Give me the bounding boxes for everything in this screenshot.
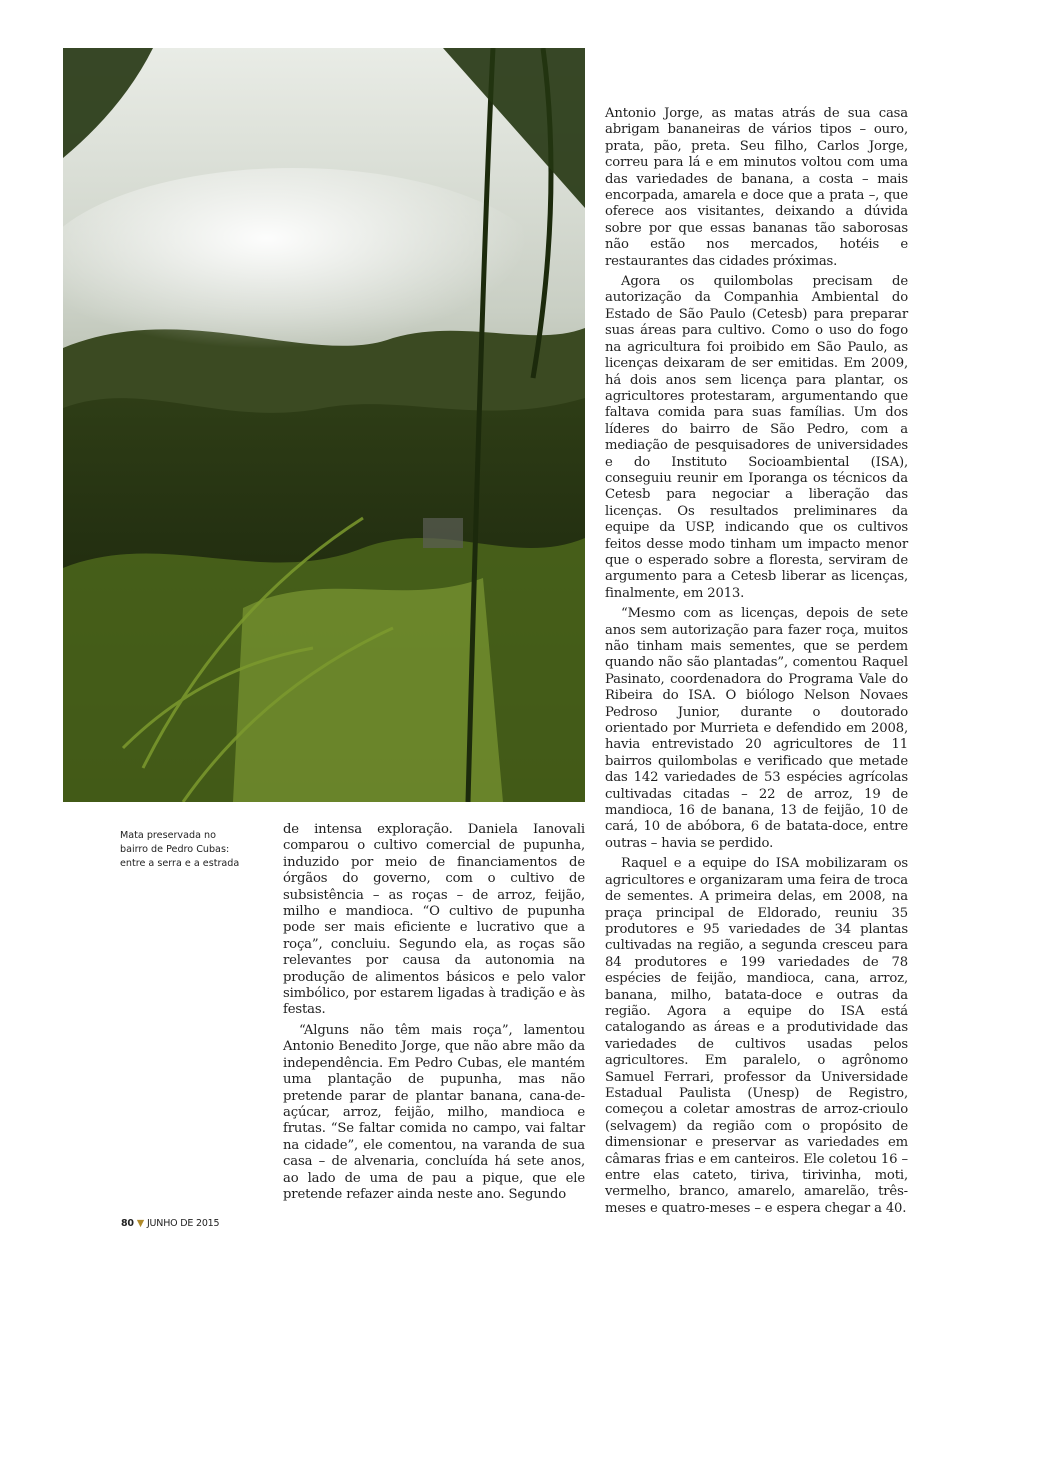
photo-caption: Mata preservada no bairro de Pedro Cubas: entre a serra e a estrada — [120, 830, 240, 869]
article-column-middle — [283, 822, 585, 1203]
paragraph: de intensa exploração. Daniela Ianovali comparou o cultivo comercial de pupunha, induzido por meio de financiamentos de órgãos do governo, com o cultivo de subsistência – as roças – de arroz, feijão, milho e mandioca. “O cultivo de pupunha pode ser mais eficiente e lucrativo que a roça”, concluiu. Segundo ela, as roças são relevantes por causa da autonomia na produção de alimentos básicos e pelo valor simbólico, por estarem ligadas à tradição e às festas. — [283, 822, 585, 1018]
paragraph: “Mesmo com as licenças, depois de sete anos sem autorização para fazer roça, muitos não tinham mais sementes, que se perdem quando não são plantadas”, comentou Raquel Pasinato, coordenadora do Programa Vale do Ribeira do ISA. O biólogo Nelson Novaes Pedroso Junior, durante o doutorado orientado por Murrieta e defendido em 2008, havia entrevistado 20 agricultores de 11 bairros quilombolas e verificado que metade das 142 variedades de 53 espécies agrícolas cultivadas citadas – 22 de arroz, 19 de mandioca, 16 de banana, 13 de feijão, 10 de cará, 10 de abóbora, 6 de batata-doce, entre outras – havia se perdido. — [605, 606, 908, 851]
forest-illustration — [63, 48, 585, 802]
paragraph: Agora os quilombolas precisam de autorização da Companhia Ambiental do Estado de São Paulo (Cetesb) para preparar suas áreas para cultivo. Como o uso do fogo na agricultura foi proibido em São Paulo, as licenças deixaram de ser emitidas. Em 2009, há dois anos sem licença para plantar, os agricultores protestaram, argumentando que faltava comida para suas famílias. Um dos líderes do bairro de São Pedro, com a mediação de pesquisadores de universidades e do Instituto Socioambiental (ISA), conseguiu reunir em Iporanga os técnicos da Cetesb para negociar a liberação das licenças. Os resultados preliminares da equipe da USP, indicando que os cultivos feitos desse modo tinham um impacto menor que o esperado sobre a floresta, serviram de argumento para a Cetesb liberar as licenças, finalmente, em 2013. — [605, 274, 908, 601]
issue-date: JUNHO DE 2015 — [146, 1218, 220, 1229]
folio-mark-icon: ▼ — [136, 1218, 144, 1229]
paragraph: “Alguns não têm mais roça”, lamentou Antonio Benedito Jorge, que não abre mão da independência. Em Pedro Cubas, ele mantém uma plantação de pupunha, mas não pretende parar de plantar banana, cana-de-açúcar, arroz, feijão, milho, mandioca e frutas. “Se faltar comida no campo, vai faltar na cidade”, ele comentou, na varanda de sua casa – de alvenaria, concluída há sete anos, ao lado de uma de pau a pique, que ele pretende refazer ainda neste ano. Segundo — [283, 1022, 585, 1202]
article-column-right — [605, 106, 908, 1217]
paragraph: Raquel e a equipe do ISA mobilizaram os agricultores e organizaram uma feira de troca de sementes. A primeira delas, em 2008, na praça principal de Eldorado, reuniu 35 produtores e 95 variedades de 34 plantas cultivadas na região, a segunda cresceu para 84 produtores e 199 variedades de 78 espécies de feijão, mandioca, cana, arroz, banana, milho, batata-doce e outras da região. Agora a equipe do ISA está catalogando as áreas e a produtividade das variedades de cultivos usadas pelos agricultores. Em paralelo, o agrônomo Samuel Ferrari, professor da Universidade Estadual Paulista (Unesp) de Registro, começou a coletar amostras de arroz-crioulo (selvagem) da região com o propósito de dimensionar e preservar as variedades em câmaras frias e em canteiros. Ele coletou 16 – entre elas cateto, tiriva, tirivinha, moti, vermelho, branco, amarelo, amarelão, três-meses e quatro-meses – e espera chegar a 40. — [605, 856, 908, 1216]
page-number: 80 — [121, 1218, 134, 1229]
page-footer — [121, 1218, 219, 1229]
rainforest-photo — [63, 48, 585, 802]
paragraph: Antonio Jorge, as matas atrás de sua casa abrigam bananeiras de vários tipos – ouro, prata, pão, preta. Seu filho, Carlos Jorge, correu para lá e em minutos voltou com uma das variedades de banana, a costa – mais encorpada, amarela e doce que a prata –, que oferece aos visitantes, deixando a dúvida sobre por que essas bananas tão saborosas não estão nos mercados, hotéis e restaurantes das cidades próximas. — [605, 106, 908, 269]
